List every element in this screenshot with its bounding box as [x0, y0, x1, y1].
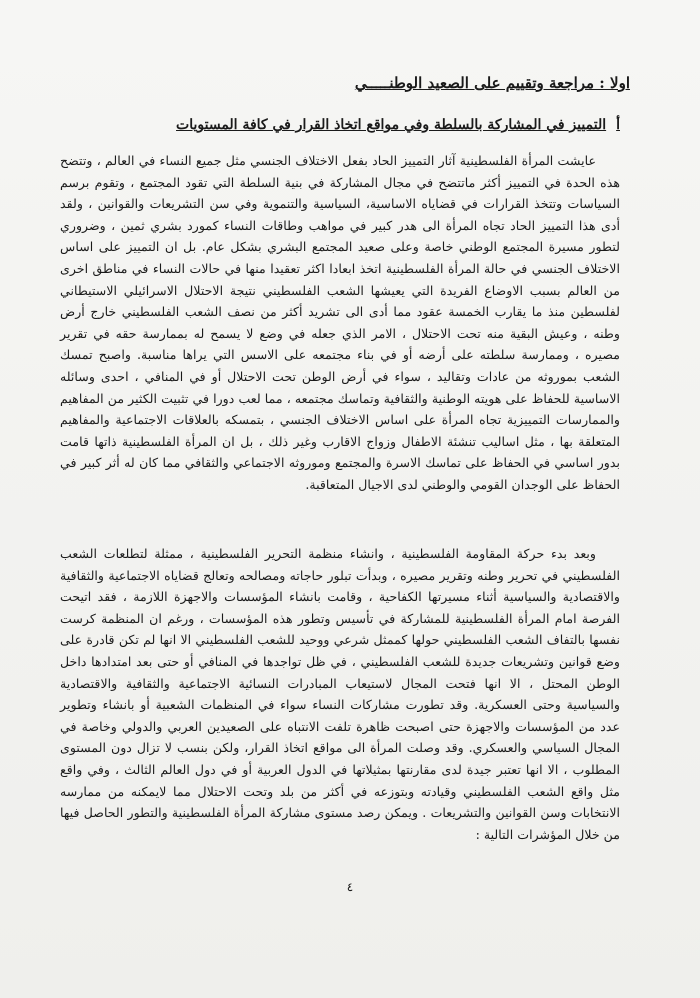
- subheading-text: التمييز في المشاركة بالسلطة وفي مواقع اتخاذ القرار في كافة المستويات: [176, 117, 607, 133]
- page-number: ٤: [346, 880, 354, 894]
- subheading-number: أ: [616, 117, 620, 133]
- paragraph-1: عايشت المرأة الفلسطينية آثار التمييز الحاد بفعل الاختلاف الجنسي مثل جميع النساء في العالم ، وتتضح هذه الحدة في التمييز أكثر ماتتضح في مجال المشاركة في بنية السلطة التي تقود المجتمع ، وتقوم برسم السياسات وتتخذ القرارات في قضاياه الاساسية، السياسية والتنموية وفي سن التشريعات والقوانين ، ولقد أدى هذا التمييز الحاد تجاه المرأة الى هدر كبير في مواهب وطاقات النساء كمورد بشري ثمين ، وضروري لتطور مسيرة المجتمع الوطني خاصة وعلى صعيد المجتمع البشري بشكل عام. بل ان التمييز على اساس الاختلاف الجنسي في حالة المرأة الفلسطينية اتخذ ابعادا اكثر تعقيدا منها في حالات النساء في مناطق اخرى من العالم بسبب الاوضاع الفريدة التي يعيشها الشعب الفلسطيني نتيجة الاحتلال الاسرائيلي الاستيطاني لفلسطين منذ ما يقارب الخمسة عقود مما أدى الى تشريد أكثر من نصف الشعب الفلسطيني خارج أرض وطنه ، وعيش البقية منه تحت الاحتلال ، الامر الذي جعله في وضع لا يسمح له بممارسة حقه في تقرير مصيره ، وممارسة سلطته على أرضه أو في بناء مجتمعه على الاسس التي يراها مناسبة. واصبح تمسك الشعب بموروثه من عادات وتقاليد ، سواء في أرض الوطن تحت الاحتلال أو في المنافي ، احدى وسائله الاساسية للحفاظ على هويته الوطنية والثقافية وتماسك مجتمعه ، مما لعب دورا في تثبيت الكثير من المفاهيم والممارسات التمييزية تجاه المرأة على اساس الاختلاف الجنسي ، بتمسكه بالعلاقات الاجتماعية والمفاهيم المتعلقة بها ، مثل اساليب تنشئة الاطفال وزواج الاقارب وغير ذلك ، بل ان المرأة الفلسطينية ذاتها قامت بدور اساسي في الحفاظ على تماسك الاسرة والمجتمع وموروثه الاجتماعي والثقافي مما كان له أثر كبير في الحفاظ على الوجدان القومي والوطني لدى الاجيال المتعاقبة.: [60, 153, 620, 492]
- paragraph-2: وبعد بدء حركة المقاومة الفلسطينية ، وانشاء منظمة التحرير الفلسطينية ، ممثلة لتطلعات الشعب الفلسطيني في تحرير وطنه وتقرير مصيره ، وبدأت تبلور حاجاته ومصالحه وتعالج قضاياه الاجتماعية والثقافية والاقتصادية والسياسية أثناء مسيرتها الكفاحية ، وقامت بانشاء المؤسسات والاجهزة اللازمة ، فقد اتيحت الفرصة امام المرأة الفلسطينية للمشاركة في تأسيس وتطور هذه المؤسسات ، ورغم ان المنظمة كرست نفسها بالتفاف الشعب الفلسطيني حولها كممثل شرعي ووحيد للشعب الفلسطيني الا انها لم تكن قادرة على وضع قوانين وتشريعات جديدة للشعب الفلسطيني ، في ظل تواجدها في المنافي أو حتى بعد امتدادها داخل الوطن المحتل ، الا انها فتحت المجال لاستيعاب المبادرات النسائية الاجتماعية والثقافية والاقتصادية والسياسية وحتى العسكرية. وقد تطورت مشاركات النساء سواء في المنظمات الشعبية أو بانشاء وتطوير عدد من المؤسسات والاجهزة حتى اصبحت ظاهرة تلفت الانتباه على الصعيدين العربي والدولي وخاصة في المجال السياسي والعسكري. وقد وصلت المرأة الى مواقع اتخاذ القرار، ولكن بنسب لا تزال دون المستوى المطلوب ، الا انها تعتبر جيدة لدى مقارنتها بمثيلاتها في الدول العربية أو في دول العالم الثالث ، وفي واقع مثل واقع الشعب الفلسطيني وقيادته وبتوزعه في أكثر من بلد وتحت الاحتلال مما لايمكنه من ممارسه الانتخابات وسن القوانين والتشريعات . ويمكن رصد مستوى مشاركة المرأة الفلسطينية والتطور الحاصل فيها من خلال المؤشرات التالية :: [60, 546, 620, 842]
- subheading: [120, 117, 620, 133]
- section-heading: اولا : مراجعة وتقييم على الصعيد الوطنـــــي: [354, 74, 630, 92]
